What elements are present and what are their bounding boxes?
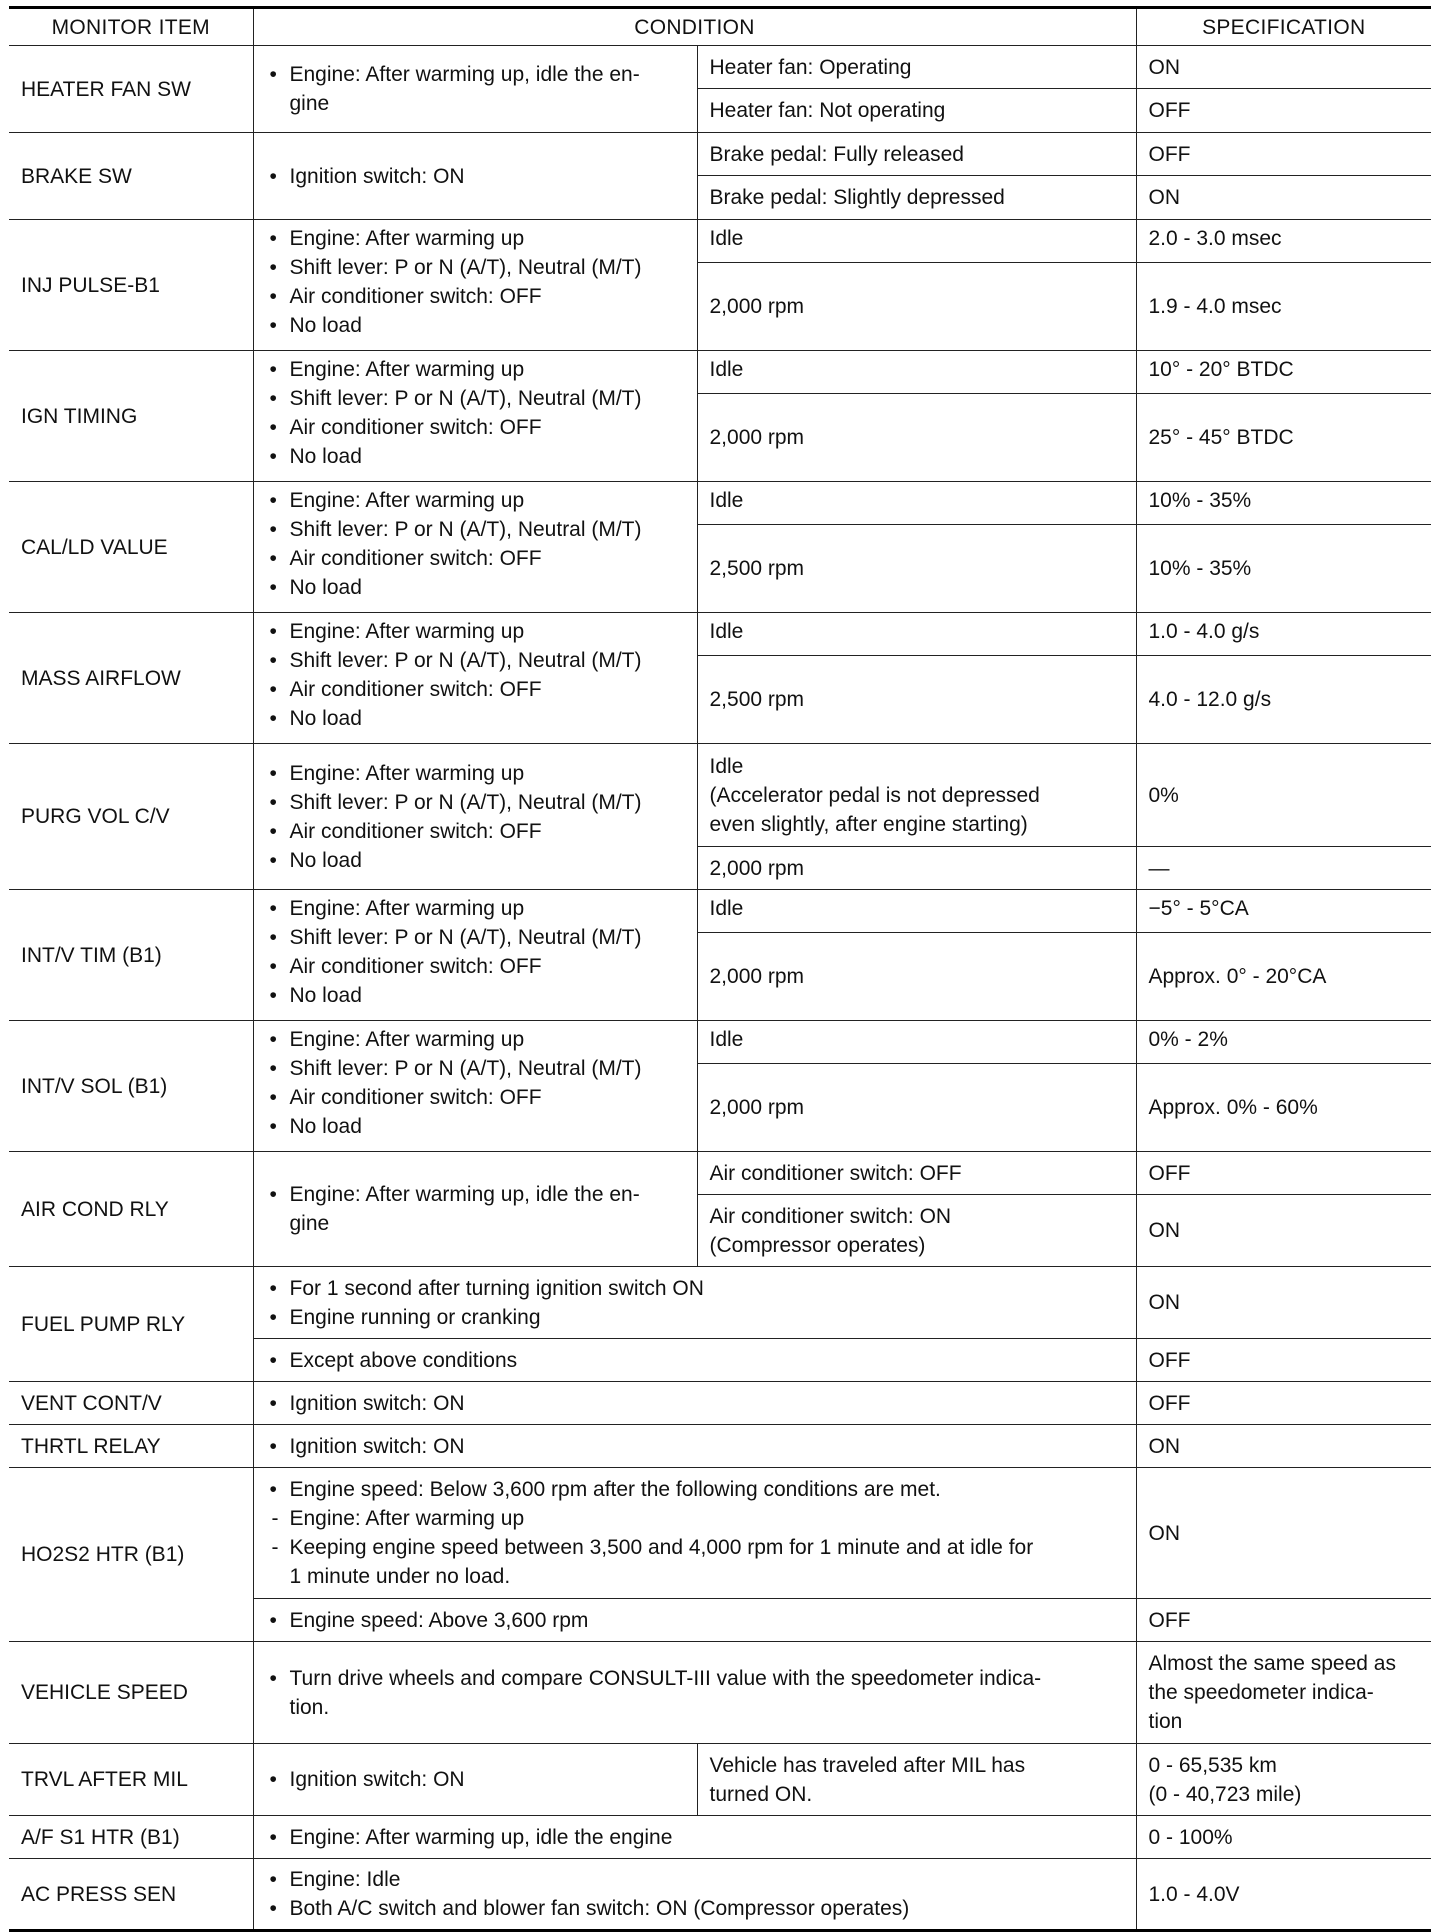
sub-condition: Heater fan: Operating [697, 46, 1136, 89]
table-row [9, 133, 1431, 176]
sub-condition: Vehicle has traveled after MIL has turned ON. [697, 1744, 1136, 1816]
condition-cell [253, 482, 697, 613]
item-thrtl-relay: THRTL RELAY [9, 1425, 253, 1468]
sub-condition: Idle [697, 613, 1136, 656]
condition-cell [253, 744, 697, 890]
spec-value: 10% - 35% [1136, 482, 1431, 525]
table-row [9, 1382, 1431, 1425]
item-cal-ld-value: CAL/LD VALUE [9, 482, 253, 613]
condition-bullet: • Engine speed: Above 3,600 rpm [266, 1606, 1124, 1635]
condition-bullet: • Ignition switch: ON [266, 1765, 685, 1794]
table-row [9, 890, 1431, 933]
condition-cell [253, 890, 697, 1021]
spec-value: 10° - 20° BTDC [1136, 351, 1431, 394]
sub-condition: Idle (Accelerator pedal is not depressed even slightly, after engine starting) [697, 744, 1136, 847]
condition-bullet: • Shift lever: P or N (A/T), Neutral (M/T) [266, 515, 685, 544]
condition-cell [253, 1744, 697, 1816]
condition-bullet: • Both A/C switch and blower fan switch: ON (Compressor operates) [266, 1894, 1124, 1923]
table-row [9, 46, 1431, 89]
spec-value: 0 - 100% [1136, 1816, 1431, 1859]
sub-condition: Idle [697, 351, 1136, 394]
condition-bullet: • Air conditioner switch: OFF [266, 544, 685, 573]
condition-cell [253, 1267, 1136, 1339]
sub-condition: Heater fan: Not operating [697, 89, 1136, 133]
spec-value: — [1136, 847, 1431, 890]
table-row [9, 1744, 1431, 1816]
spec-value: 0% [1136, 744, 1431, 847]
sub-condition: Idle [697, 1021, 1136, 1064]
condition-cell [253, 1425, 1136, 1468]
spec-value: OFF [1136, 1152, 1431, 1195]
monitor-spec-table [9, 6, 1431, 1932]
condition-bullet: • Shift lever: P or N (A/T), Neutral (M/T) [266, 253, 685, 282]
spec-value: 1.9 - 4.0 msec [1136, 263, 1431, 351]
sub-condition: Idle [697, 890, 1136, 933]
item-heater-fan-sw: HEATER FAN SW [9, 46, 253, 133]
sub-condition: 2,000 rpm [697, 1064, 1136, 1152]
condition-cell [253, 220, 697, 351]
sub-condition: Idle [697, 482, 1136, 525]
item-inj-pulse: INJ PULSE-B1 [9, 220, 253, 351]
condition-bullet: • Engine speed: Below 3,600 rpm after the following conditions are met. [266, 1475, 1124, 1504]
spec-value: ON [1136, 1267, 1431, 1339]
sub-condition: 2,500 rpm [697, 656, 1136, 744]
condition-bullet: • Engine: After warming up [266, 759, 685, 788]
spec-value: 0% - 2% [1136, 1021, 1431, 1064]
table-row [9, 1152, 1431, 1195]
item-af-s1-htr: A/F S1 HTR (B1) [9, 1816, 253, 1859]
spec-value: OFF [1136, 89, 1431, 133]
sub-condition: 2,500 rpm [697, 525, 1136, 613]
condition-bullet: • Air conditioner switch: OFF [266, 413, 685, 442]
sub-condition: Air conditioner switch: ON (Compressor operates) [697, 1195, 1136, 1267]
header-condition: CONDITION [253, 8, 1136, 46]
condition-cell [253, 351, 697, 482]
spec-value: 0 - 65,535 km (0 - 40,723 mile) [1136, 1744, 1431, 1816]
condition-bullet: • Engine running or cranking [266, 1303, 1124, 1332]
condition-bullet: • Engine: After warming up [266, 894, 685, 923]
spec-value: 1.0 - 4.0 g/s [1136, 613, 1431, 656]
item-ac-press-sen: AC PRESS SEN [9, 1859, 253, 1931]
table-row [9, 1816, 1431, 1859]
table-row [9, 1425, 1431, 1468]
condition-bullet: • Air conditioner switch: OFF [266, 952, 685, 981]
condition-bullet: • Ignition switch: ON [266, 1432, 1124, 1461]
spec-value: ON [1136, 1195, 1431, 1267]
condition-cell [253, 613, 697, 744]
item-vent-cont-v: VENT CONT/V [9, 1382, 253, 1425]
table-row [9, 744, 1431, 847]
condition-cell [253, 1816, 1136, 1859]
condition-cell [253, 1859, 1136, 1931]
condition-bullet: • Engine: After warming up [266, 224, 685, 253]
condition-bullet: • Shift lever: P or N (A/T), Neutral (M/T) [266, 923, 685, 952]
condition-bullet: • Except above conditions [266, 1346, 1124, 1375]
condition-bullet: • No load [266, 311, 685, 340]
sub-condition: Idle [697, 220, 1136, 263]
condition-cell [253, 1021, 697, 1152]
spec-value: OFF [1136, 1339, 1431, 1382]
condition-bullet: • No load [266, 704, 685, 733]
condition-bullet: • Engine: After warming up [266, 355, 685, 384]
condition-bullet: • Turn drive wheels and compare CONSULT-III value with the speedometer indica- tion. [266, 1664, 1124, 1722]
table-row [9, 1859, 1431, 1931]
spec-value: ON [1136, 1468, 1431, 1599]
sub-condition: Air conditioner switch: OFF [697, 1152, 1136, 1195]
spec-value: 4.0 - 12.0 g/s [1136, 656, 1431, 744]
spec-value: ON [1136, 176, 1431, 220]
spec-value: Almost the same speed as the speedometer indica- tion [1136, 1642, 1431, 1744]
item-intv-sol: INT/V SOL (B1) [9, 1021, 253, 1152]
condition-bullet: • Ignition switch: ON [266, 162, 685, 191]
condition-bullet: • Air conditioner switch: OFF [266, 817, 685, 846]
condition-bullet: • Engine: After warming up [266, 486, 685, 515]
condition-bullet: • For 1 second after turning ignition switch ON [266, 1274, 1124, 1303]
table-row [9, 351, 1431, 394]
item-fuel-pump-rly: FUEL PUMP RLY [9, 1267, 253, 1382]
table-row [9, 1642, 1431, 1744]
item-ho2s2-htr: HO2S2 HTR (B1) [9, 1468, 253, 1642]
monitor-spec-page [9, 6, 1431, 1932]
item-vehicle-speed: VEHICLE SPEED [9, 1642, 253, 1744]
condition-cell [253, 1339, 1136, 1382]
condition-bullet: • No load [266, 1112, 685, 1141]
spec-value: 2.0 - 3.0 msec [1136, 220, 1431, 263]
spec-value: −5° - 5°CA [1136, 890, 1431, 933]
condition-subitem: - Keeping engine speed between 3,500 and 4,000 rpm for 1 minute and at idle for 1 minute under no load. [266, 1533, 1124, 1591]
item-air-cond-rly: AIR COND RLY [9, 1152, 253, 1267]
condition-bullet: • Air conditioner switch: OFF [266, 675, 685, 704]
condition-bullet: • Shift lever: P or N (A/T), Neutral (M/T) [266, 646, 685, 675]
item-ign-timing: IGN TIMING [9, 351, 253, 482]
spec-value: 1.0 - 4.0V [1136, 1859, 1431, 1931]
condition-cell [253, 1152, 697, 1267]
condition-cell [253, 1599, 1136, 1642]
sub-condition: 2,000 rpm [697, 847, 1136, 890]
table-row [9, 1267, 1431, 1339]
condition-bullet: • Engine: After warming up, idle the en- gine [266, 1180, 685, 1238]
item-intv-tim: INT/V TIM (B1) [9, 890, 253, 1021]
spec-value: Approx. 0% - 60% [1136, 1064, 1431, 1152]
spec-value: OFF [1136, 1382, 1431, 1425]
condition-bullet: • Engine: After warming up [266, 1025, 685, 1054]
spec-value: OFF [1136, 133, 1431, 176]
item-trvl-after-mil: TRVL AFTER MIL [9, 1744, 253, 1816]
header-specification: SPECIFICATION [1136, 8, 1431, 46]
condition-bullet: • No load [266, 442, 685, 471]
table-row [9, 1468, 1431, 1599]
condition-bullet: • Engine: After warming up [266, 617, 685, 646]
sub-condition: 2,000 rpm [697, 933, 1136, 1021]
condition-bullet: • No load [266, 573, 685, 602]
condition-bullet: • Engine: After warming up, idle the en- gine [266, 60, 685, 118]
spec-value: OFF [1136, 1599, 1431, 1642]
condition-bullet: • Air conditioner switch: OFF [266, 282, 685, 311]
header-monitor-item: MONITOR ITEM [9, 8, 253, 46]
table-row [9, 482, 1431, 525]
sub-condition: 2,000 rpm [697, 263, 1136, 351]
sub-condition: Brake pedal: Fully released [697, 133, 1136, 176]
condition-bullet: • No load [266, 981, 685, 1010]
table-row [9, 1021, 1431, 1064]
condition-bullet: • No load [266, 846, 685, 875]
sub-condition: 2,000 rpm [697, 394, 1136, 482]
spec-value: 25° - 45° BTDC [1136, 394, 1431, 482]
condition-bullet: • Air conditioner switch: OFF [266, 1083, 685, 1112]
condition-cell [253, 133, 697, 220]
spec-value: 10% - 35% [1136, 525, 1431, 613]
condition-cell [253, 46, 697, 133]
table-row [9, 220, 1431, 263]
condition-bullet: • Shift lever: P or N (A/T), Neutral (M/T) [266, 384, 685, 413]
sub-condition: Brake pedal: Slightly depressed [697, 176, 1136, 220]
item-purg-vol: PURG VOL C/V [9, 744, 253, 890]
item-mass-airflow: MASS AIRFLOW [9, 613, 253, 744]
spec-value: Approx. 0° - 20°CA [1136, 933, 1431, 1021]
condition-cell [253, 1468, 1136, 1599]
condition-bullet: • Engine: Idle [266, 1865, 1124, 1894]
condition-bullet: • Shift lever: P or N (A/T), Neutral (M/T) [266, 1054, 685, 1083]
condition-cell [253, 1382, 1136, 1425]
condition-bullet: • Ignition switch: ON [266, 1389, 1124, 1418]
spec-value: ON [1136, 1425, 1431, 1468]
item-brake-sw: BRAKE SW [9, 133, 253, 220]
condition-cell [253, 1642, 1136, 1744]
condition-subitem: - Engine: After warming up [266, 1504, 1124, 1533]
table-row [9, 613, 1431, 656]
header-row [9, 8, 1431, 46]
condition-bullet: • Shift lever: P or N (A/T), Neutral (M/T) [266, 788, 685, 817]
condition-bullet: • Engine: After warming up, idle the engine [266, 1823, 1124, 1852]
spec-value: ON [1136, 46, 1431, 89]
